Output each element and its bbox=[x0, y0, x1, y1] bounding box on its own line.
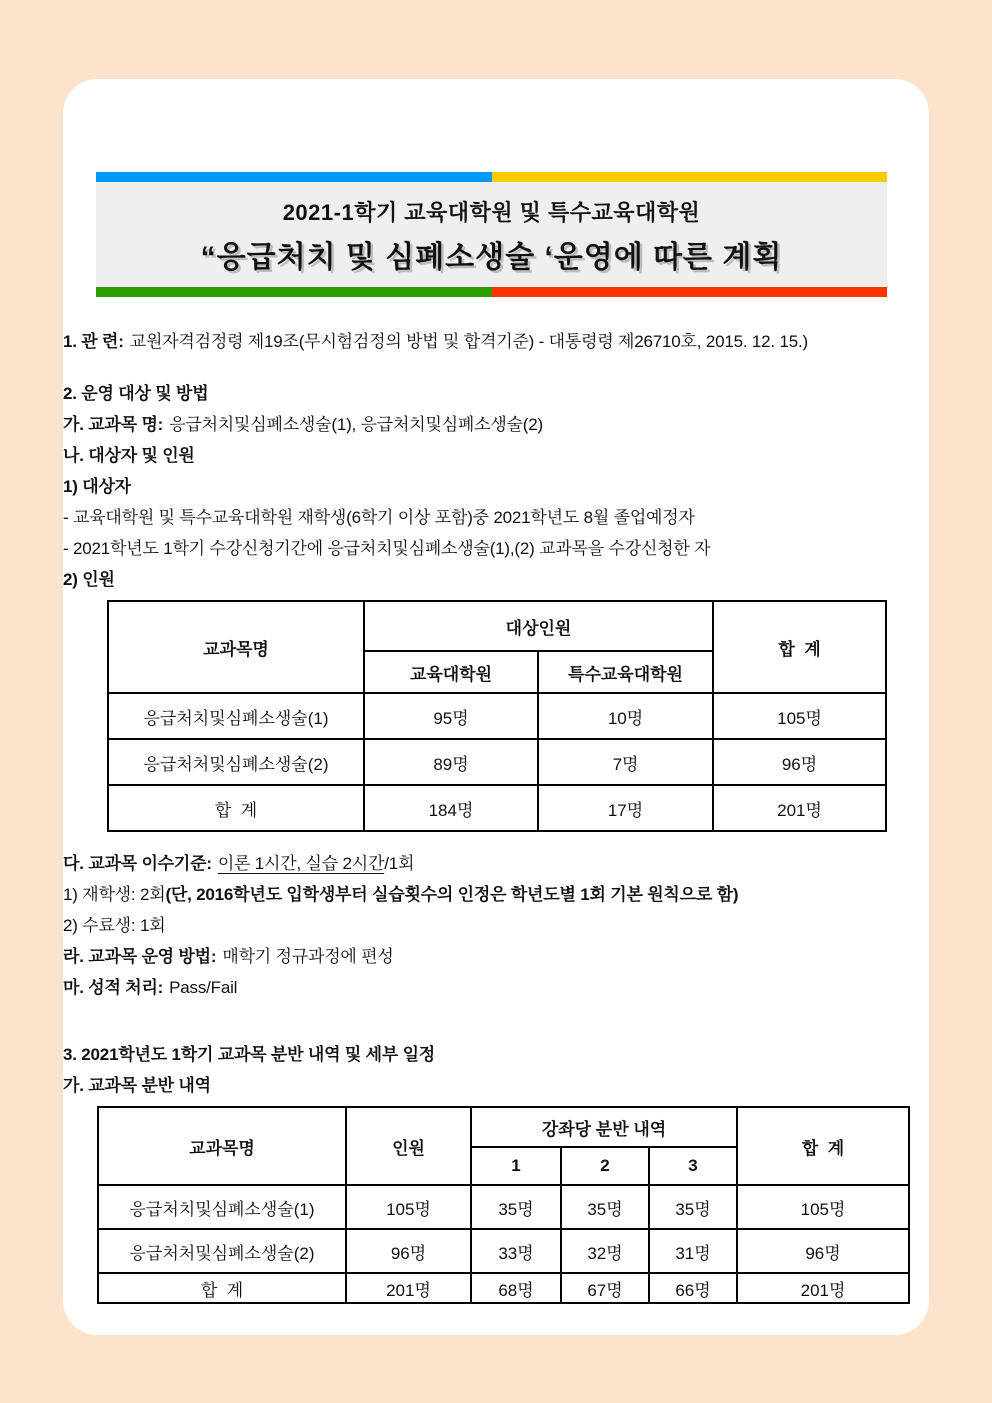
schedule-section-title: 3. 2021학년도 1학기 교과목 분반 내역 및 세부 일정 bbox=[63, 1045, 436, 1064]
division-col-2: 2 bbox=[561, 1147, 649, 1185]
grading-label: 마. 성적 처리: bbox=[63, 978, 164, 997]
table-cell: 32명 bbox=[561, 1229, 649, 1273]
table-cell: 66명 bbox=[649, 1273, 737, 1303]
related-text: 교원자격검정령 제19조(무시험검정의 방법 및 합격기준) - 대통령령 제26710호, 2015. 12. 15.) bbox=[129, 332, 808, 351]
completion-label: 다. 교과목 이수기준: bbox=[63, 854, 212, 873]
table-cell: 31명 bbox=[649, 1229, 737, 1273]
table-cell: 합 계 bbox=[98, 1273, 346, 1303]
table-cell: 96명 bbox=[346, 1229, 471, 1273]
completion-line-1-note: (단, 2016학년도 입학생부터 실습횟수의 인정은 학년도별 1회 기본 원칙으로 함) bbox=[165, 885, 739, 904]
enrollment-col-course: 교과목명 bbox=[108, 601, 364, 693]
enrollment-table bbox=[107, 600, 887, 832]
document-body bbox=[63, 331, 929, 1304]
target-line-2: - 2021학년도 1학기 수강신청기간에 응급처치및심폐소생술(1),(2) 교과목을 수강신청한 자 bbox=[63, 539, 711, 558]
table-cell: 105명 bbox=[346, 1185, 471, 1229]
table-cell: 96명 bbox=[737, 1229, 909, 1273]
document-card bbox=[63, 79, 929, 1335]
division-col-3: 3 bbox=[649, 1147, 737, 1185]
table-cell: 7명 bbox=[538, 739, 713, 785]
table-cell: 96명 bbox=[713, 739, 886, 785]
course-name-value: 응급처치및심폐소생술(1), 응급처치및심폐소생술(2) bbox=[169, 415, 543, 434]
banner-red-segment bbox=[492, 287, 888, 297]
grading-line bbox=[63, 977, 929, 999]
target-line-1: - 교육대학원 및 특수교육대학원 재학생(6학기 이상 포함)중 2021학년도 8월 졸업예정자 bbox=[63, 508, 695, 527]
table-cell: 17명 bbox=[538, 785, 713, 831]
table-cell: 68명 bbox=[471, 1273, 561, 1303]
table-cell: 105명 bbox=[737, 1185, 909, 1229]
method-line bbox=[63, 946, 929, 968]
completion-line-1-prefix: 1) 재학생: 2회 bbox=[63, 885, 166, 904]
table-cell: 201명 bbox=[346, 1273, 471, 1303]
related-line bbox=[63, 331, 929, 353]
schedule-subtitle: 가. 교과목 분반 내역 bbox=[63, 1076, 211, 1095]
completion-underlined: 이론 1시간, 실습 2시간 bbox=[217, 854, 385, 873]
division-col-course: 교과목명 bbox=[98, 1107, 346, 1185]
enrollment-row-1 bbox=[108, 693, 886, 739]
table-cell: 67명 bbox=[561, 1273, 649, 1303]
course-name-line bbox=[63, 414, 929, 436]
document-subtitle: 2021-1학기 교육대학원 및 특수교육대학원 bbox=[282, 200, 701, 225]
target-sub-title: 1) 대상자 bbox=[63, 477, 131, 496]
banner-yellow-segment bbox=[492, 172, 888, 182]
table-cell: 35명 bbox=[649, 1185, 737, 1229]
table-cell: 105명 bbox=[713, 693, 886, 739]
course-name-label: 가. 교과목 명: bbox=[63, 415, 164, 434]
table-cell: 89명 bbox=[364, 739, 538, 785]
division-col-1: 1 bbox=[471, 1147, 561, 1185]
table-cell: 합 계 bbox=[108, 785, 364, 831]
completion-line-2: 2) 수료생: 1회 bbox=[63, 916, 166, 935]
method-label: 라. 교과목 운영 방법: bbox=[63, 947, 217, 966]
banner-top-bar bbox=[96, 172, 887, 182]
count-title: 2) 인원 bbox=[63, 570, 115, 589]
banner-blue-segment bbox=[96, 172, 492, 182]
document-banner bbox=[96, 172, 887, 297]
division-row-2 bbox=[98, 1229, 909, 1273]
division-row-total bbox=[98, 1273, 909, 1303]
banner-bottom-bar bbox=[96, 287, 887, 297]
division-col-total: 합 계 bbox=[737, 1107, 909, 1185]
division-row-1 bbox=[98, 1185, 909, 1229]
enrollment-col-group: 대상인원 bbox=[364, 601, 713, 651]
operation-section-title: 2. 운영 대상 및 방법 bbox=[63, 384, 209, 403]
enrollment-row-2 bbox=[108, 739, 886, 785]
table-cell: 184명 bbox=[364, 785, 538, 831]
enrollment-col-total: 합 계 bbox=[713, 601, 886, 693]
table-cell: 응급처처및심폐소생술(2) bbox=[98, 1229, 346, 1273]
target-title: 나. 대상자 및 인원 bbox=[63, 446, 195, 465]
table-cell: 10명 bbox=[538, 693, 713, 739]
enrollment-row-total bbox=[108, 785, 886, 831]
table-cell: 35명 bbox=[471, 1185, 561, 1229]
table-cell: 201명 bbox=[737, 1273, 909, 1303]
table-cell: 응급처처및심폐소생술(2) bbox=[108, 739, 364, 785]
division-table bbox=[97, 1106, 910, 1304]
division-col-group: 강좌당 분반 내역 bbox=[471, 1107, 737, 1147]
table-cell: 33명 bbox=[471, 1229, 561, 1273]
banner-green-segment bbox=[96, 287, 492, 297]
completion-suffix: /1회 bbox=[384, 854, 415, 873]
table-cell: 응급처치및심폐소생술(1) bbox=[98, 1185, 346, 1229]
completion-line-1 bbox=[63, 884, 929, 906]
table-cell: 95명 bbox=[364, 693, 538, 739]
grading-value: Pass/Fail bbox=[169, 978, 238, 997]
table-cell: 201명 bbox=[713, 785, 886, 831]
banner-title-area bbox=[96, 182, 887, 287]
division-col-count: 인원 bbox=[346, 1107, 471, 1185]
table-cell: 응급처치및심폐소생술(1) bbox=[108, 693, 364, 739]
related-label: 1. 관 련: bbox=[63, 332, 124, 351]
table-cell: 35명 bbox=[561, 1185, 649, 1229]
enrollment-col-grad: 교육대학원 bbox=[364, 651, 538, 693]
enrollment-col-special: 특수교육대학원 bbox=[538, 651, 713, 693]
method-value: 매학기 정규과정에 편성 bbox=[222, 947, 394, 966]
completion-line bbox=[63, 853, 929, 875]
document-title: “응급처치 및 심폐소생술 ‘운영에 따른 계획 bbox=[200, 241, 783, 274]
